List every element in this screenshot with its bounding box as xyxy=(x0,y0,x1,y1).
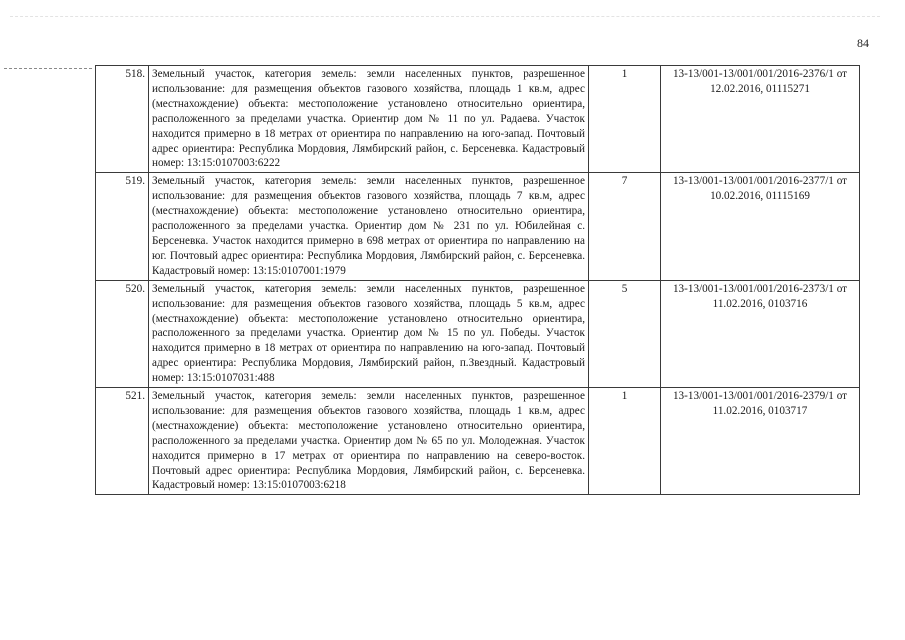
row-description: Земельный участок, категория земель: земли населенных пунктов, разрешенное использование: для размещения объектов газового хозяйства, площадь 1 кв.м, адрес (местнахождение) объекта: местоположение установлено относительно ориентира, расположенного за пределами участка. Ориентир дом № 65 по ул. Молодежная. Участок находится примерно в 17 метрах от ориентира по направлению на северо-восток. Почтовый адрес ориентира: Республика Мордовия, Лямбирский район, с. Берсеневка. Кадастровый номер: 13:15:0107003:6218 xyxy=(149,388,589,495)
row-area: 5 xyxy=(589,280,661,387)
property-registry-table xyxy=(95,65,860,495)
scan-artifact-dash xyxy=(4,68,92,70)
row-number: 518. xyxy=(96,66,149,173)
row-area: 1 xyxy=(589,66,661,173)
page-number: 84 xyxy=(857,36,869,50)
row-registration: 13-13/001-13/001/001/2016-2379/1 от 11.02.2016, 0103717 xyxy=(661,388,860,495)
row-description: Земельный участок, категория земель: земли населенных пунктов, разрешенное использование: для размещения объектов газового хозяйства, площадь 7 кв.м, адрес (местнахождение) объекта: местоположение установлено относительно ориентира, расположенного за пределами участка. Ориентир дом № 231 по ул. Юбилейная с. Берсеневка. Участок находится примерно в 698 метрах от ориентира по направлению на юг. Почтовый адрес ориентира: Республика Мордовия, Лямбирский район, с. Берсеневка. Кадастровый номер: 13:15:0107001:1979 xyxy=(149,173,589,280)
row-registration: 13-13/001-13/001/001/2016-2376/1 от 12.02.2016, 01115271 xyxy=(661,66,860,173)
table-row xyxy=(96,388,860,495)
row-registration: 13-13/001-13/001/001/2016-2373/1 от 11.02.2016, 0103716 xyxy=(661,280,860,387)
scan-artifact-line xyxy=(10,16,880,19)
row-description: Земельный участок, категория земель: земли населенных пунктов, разрешенное использование: для размещения объектов газового хозяйства, площадь 1 кв.м, адрес (местнахождение) объекта: местоположение установлено относительно ориентира, расположенного за пределами участка. Ориентир дом № 11 по ул. Радаева. Участок находится примерно в 18 метрах от ориентира по направлению на юго-запад. Почтовый адрес ориентира: Республика Мордовия, Лямбирский район, с. Берсеневка. Кадастровый номер: 13:15:0107003:6222 xyxy=(149,66,589,173)
row-number: 520. xyxy=(96,280,149,387)
row-area: 7 xyxy=(589,173,661,280)
row-number: 519. xyxy=(96,173,149,280)
row-description: Земельный участок, категория земель: земли населенных пунктов, разрешенное использование: для размещения объектов газового хозяйства, площадь 5 кв.м, адрес (местнахождение) объекта: местоположение установлено относительно ориентира, расположенного за пределами участка. Ориентир дом № 15 по ул. Победы. Участок находится примерно в 18 метрах от ориентира по направлению на юго-запад. Почтовый адрес ориентира: Республика Мордовия, Лямбирский район, п.Звездный. Кадастровый номер: 13:15:0107031:488 xyxy=(149,280,589,387)
row-number: 521. xyxy=(96,388,149,495)
row-registration: 13-13/001-13/001/001/2016-2377/1 от 10.02.2016, 01115169 xyxy=(661,173,860,280)
row-area: 1 xyxy=(589,388,661,495)
table-row xyxy=(96,280,860,387)
table-row xyxy=(96,66,860,173)
table-row xyxy=(96,173,860,280)
